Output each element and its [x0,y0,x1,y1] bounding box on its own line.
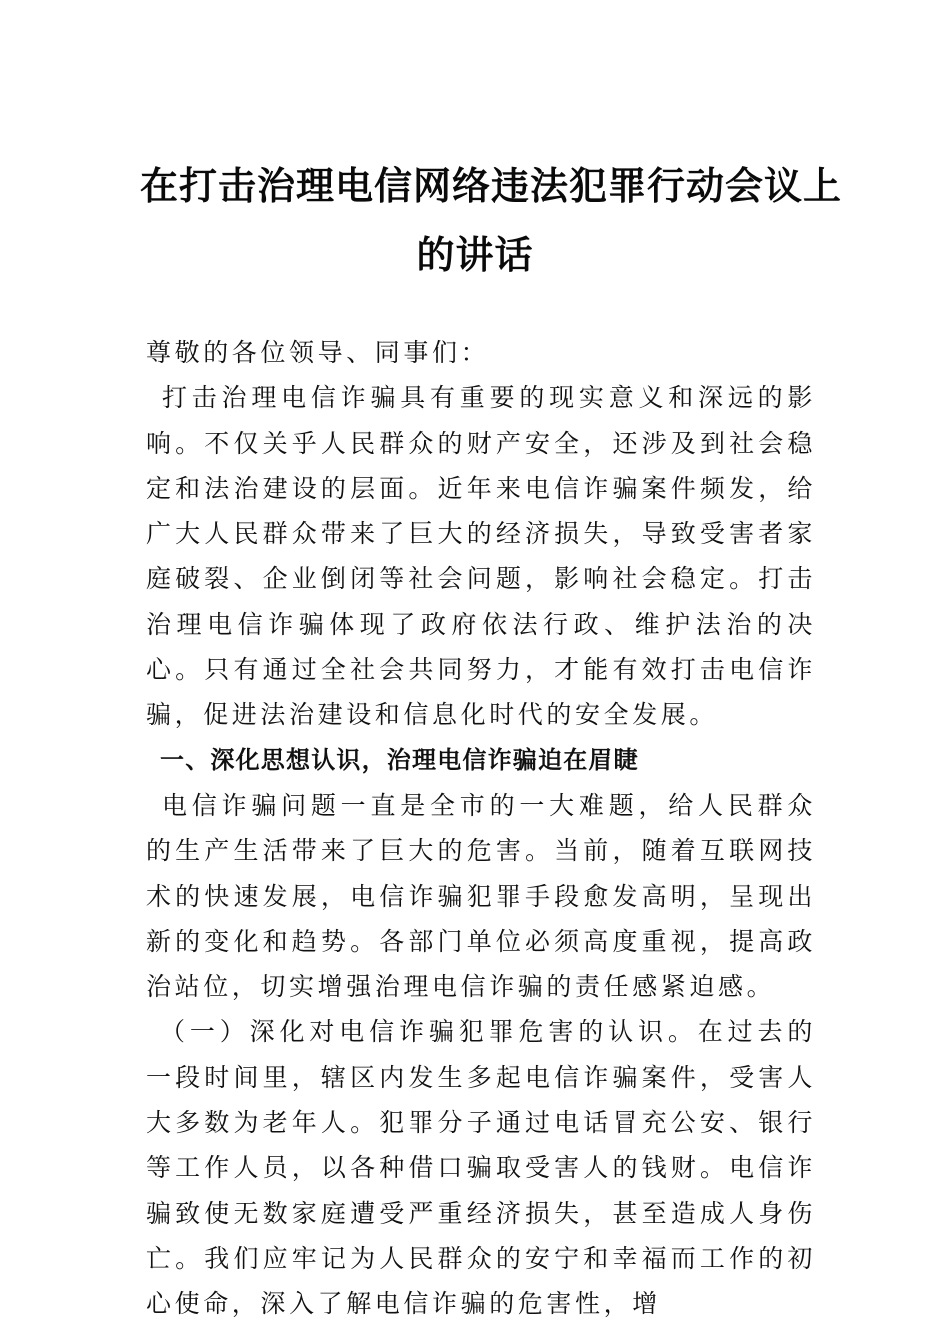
document-body [146,330,816,1327]
paragraph-section-1: 电信诈骗问题一直是全市的一大难题，给人民群众的生产生活带来了巨大的危害。当前，随着互联网技术的快速发展，电信诈骗犯罪手段愈发高明，呈现出新的变化和趋势。各部门单位必须高度重视，提高政治站位，切实增强治理电信诈骗的责任感紧迫感。 [146,790,816,1002]
paragraph-intro: 打击治理电信诈骗具有重要的现实意义和深远的影响。不仅关乎人民群众的财产安全，还涉及到社会稳定和法治建设的层面。近年来电信诈骗案件频发，给广大人民群众带来了巨大的经济损失，导致受害者家庭破裂、企业倒闭等社会问题，影响社会稳定。打击治理电信诈骗体现了政府依法行政、维护法治的决心。只有通过全社会共同努力，才能有效打击电信诈骗，促进法治建设和信息化时代的安全发展。 [146,383,816,730]
salutation: 尊敬的各位领导、同事们： [146,338,490,367]
document-title-line-2: 的讲话 [416,232,534,277]
subsection-1-body: 在过去的一段时间里，辖区内发生多起电信诈骗案件，受害人大多数为老年人。犯罪分子通过电话冒充公安、银行等工作人员，以各种借口骗取受害人的钱财。电信诈骗致使无数家庭遭受严重经济损失，甚至造成人身伤亡。我们应牢记为人民群众的安宁和幸福而工作的初心使命，深入了解电信诈骗的危害性，增 [146,1017,816,1319]
subsection-1 [146,1009,816,1326]
section-heading-1: 一、深化思想认识，治理电信诈骗迫在眉睫 [160,745,639,774]
document-title-line-1: 在打击治理电信网络违法犯罪行动会议上 [140,163,843,208]
subsection-1-lead: （一）深化对电信诈骗犯罪危害的认识。 [160,1017,698,1047]
